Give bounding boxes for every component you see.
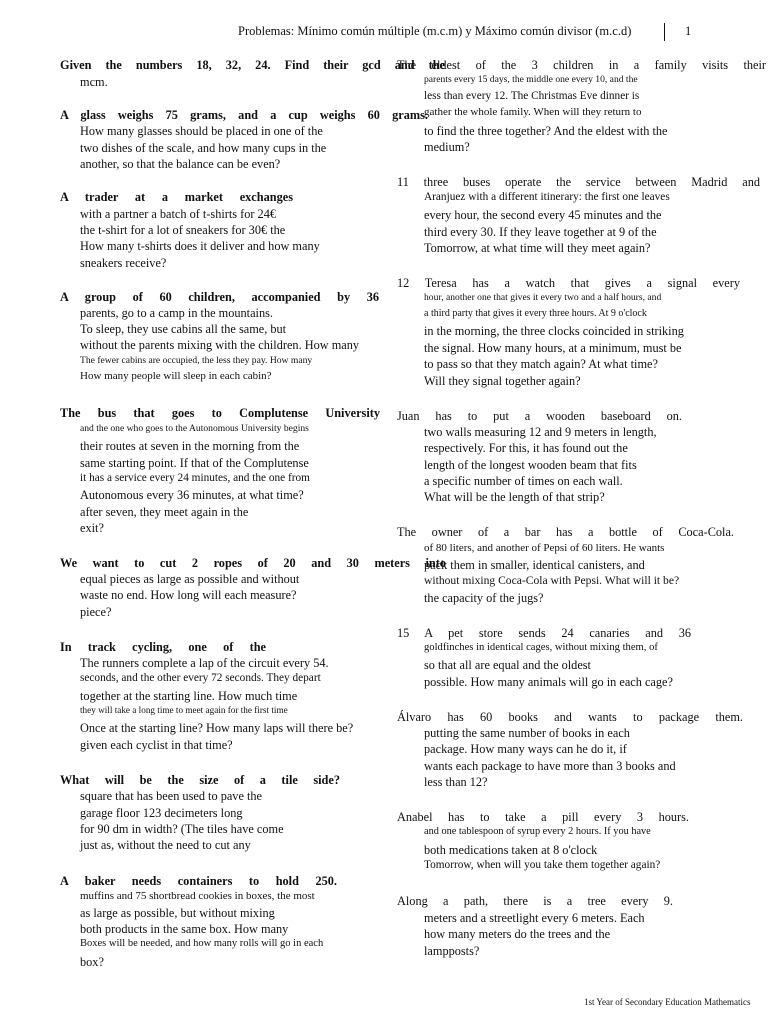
problem-line: hour, another one that gives it every two and a half hours, and (424, 292, 662, 303)
problem-line: Álvaro has 60 books and wants to package them. (397, 710, 743, 724)
problem-line: gather the whole family. When will they return to (424, 106, 642, 118)
problem-line: of 80 liters, and another of Pepsi of 60 liters. He wants (424, 542, 665, 554)
problem-line: What will be the size of a tile side? (60, 773, 340, 787)
problem-line: without the parents mixing with the children. How many (80, 338, 360, 352)
problem-line: A trader at a market exchanges (60, 190, 293, 204)
problem-line: just as, without the need to cut any (80, 838, 251, 852)
problem-line: together at the starting line. How much time (80, 689, 298, 703)
problem-line: for 90 dm in width? (The tiles have come (80, 822, 284, 836)
problem-line: wants each package to have more than 3 books and (424, 759, 676, 773)
problem-line: respectively. For this, it has found out the (424, 441, 628, 455)
problem-line: their routes at seven in the morning from the (80, 439, 300, 453)
problem-line: We want to cut 2 ropes of 20 and 30 meters into (60, 556, 446, 570)
problem-line: same starting point. If that of the Complutense (80, 456, 309, 470)
problem-line: they will take a long time to meet again for the first time (80, 705, 288, 715)
problem-line: two walls measuring 12 and 9 meters in length, (424, 425, 657, 439)
problem-line: Boxes will be needed, and how many rolls will go in each (80, 938, 324, 949)
problem-line: another, so that the balance can be even? (80, 157, 281, 171)
problem-line: medium? (424, 140, 470, 154)
problem-line: putting the same number of books in each (424, 726, 630, 740)
problem-line: both medications taken at 8 o'clock (424, 843, 598, 857)
problem-line: Tomorrow, when will you take them together again? (424, 859, 661, 871)
problem-line: a third party that gives it every three hours. At 9 o'clock (424, 308, 647, 319)
problem-line: without mixing Coca-Cola with Pepsi. What will it be? (424, 574, 680, 587)
problem-line: the capacity of the jugs? (424, 591, 544, 605)
problem-line: parents, go to a camp in the mountains. (80, 306, 273, 320)
problem-line: What will be the length of that strip? (424, 490, 605, 504)
problem-line: in the morning, the three clocks coincided in striking (424, 324, 684, 338)
problem-line: Given the numbers 18, 32, 24. Find their gcd and the (60, 58, 445, 72)
problem-line: possible. How many animals will go in each cage? (424, 675, 673, 689)
problem-line: Along a path, there is a tree every 9. (397, 894, 673, 908)
problem-line: goldfinches in identical cages, without mixing them, of (424, 642, 658, 653)
problem-line: exit? (80, 521, 104, 535)
problem-line: Once at the starting line? How many laps will there be? (80, 721, 354, 735)
problem-line: Autonomous every 36 minutes, at what time? (80, 488, 304, 502)
problem-line: The eldest of the 3 children in a family visits their (397, 58, 766, 72)
problem-line: Tomorrow, at what time will they meet again? (424, 241, 651, 255)
problem-line: The owner of a bar has a bottle of Coca-Cola. (397, 525, 734, 539)
problem-line: with a partner a batch of t-shirts for 24€ (80, 207, 277, 221)
problem-line: How many glasses should be placed in one of the (80, 124, 323, 138)
problem-line: garage floor 123 decimeters long (80, 806, 243, 820)
problem-line: after seven, they meet again in the (80, 505, 249, 519)
page-header-title: Problemas: Mínimo común múltiple (m.c.m) y Máximo común divisor (m.c.d) (238, 24, 632, 38)
problem-line: 11 three buses operate the service between Madrid and (397, 175, 760, 189)
problem-line: How many people will sleep in each cabin? (80, 370, 272, 382)
problem-line: pack them in smaller, identical canisters, and (424, 558, 645, 572)
problem-line: to pass so that they match again? At what time? (424, 357, 658, 371)
problem-line: seconds, and the other every 72 seconds. They depart (80, 672, 321, 684)
problem-line: In track cycling, one of the (60, 640, 266, 654)
problem-line: Aranjuez with a different itinerary: the first one leaves (424, 191, 670, 203)
problem-line: Anabel has to take a pill every 3 hours. (397, 810, 689, 824)
problem-line: box? (80, 955, 104, 969)
problem-line: every hour, the second every 45 minutes and the (424, 208, 662, 222)
problem-line: package. How many ways can he do it, if (424, 742, 627, 756)
problem-line: equal pieces as large as possible and without (80, 572, 300, 586)
problem-line: a specific number of times on each wall. (424, 474, 623, 488)
problem-line: The fewer cabins are occupied, the less they pay. How many (80, 355, 313, 366)
problem-line: the t-shirt for a lot of sneakers for 30€ the (80, 223, 286, 237)
problem-line: square that has been used to pave the (80, 789, 262, 803)
problem-line: 12 Teresa has a watch that gives a signal every (397, 276, 740, 290)
problem-line: A baker needs containers to hold 250. (60, 874, 337, 888)
problem-line: A glass weighs 75 grams, and a cup weighs 60 grams. (60, 108, 428, 122)
problem-line: How many t-shirts does it deliver and how many (80, 239, 320, 253)
problem-line: less than every 12. The Christmas Eve dinner is (424, 90, 640, 102)
problem-line: Juan has to put a wooden baseboard on. (397, 409, 682, 423)
problem-line: A group of 60 children, accompanied by 36 (60, 290, 379, 304)
problem-line: meters and a streetlight every 6 meters. Each (424, 911, 645, 925)
problem-line: The runners complete a lap of the circuit every 54. (80, 656, 329, 670)
problem-line: two dishes of the scale, and how many cups in the (80, 141, 327, 155)
problem-line: third every 30. If they leave together at 9 of the (424, 225, 657, 239)
problem-line: so that all are equal and the oldest (424, 658, 591, 672)
problem-line: length of the longest wooden beam that fits (424, 458, 637, 472)
problem-line: it has a service every 24 minutes, and the one from (80, 472, 310, 484)
problem-line: parents every 15 days, the middle one every 10, and the (424, 74, 638, 85)
problem-line: lampposts? (424, 944, 480, 958)
page-number: 1 (685, 24, 692, 38)
problem-line: less than 12? (424, 775, 488, 789)
problem-line: and the one who goes to the Autonomous University begins (80, 423, 309, 434)
problem-line: 15 A pet store sends 24 canaries and 36 (397, 626, 691, 640)
problem-line: as large as possible, but without mixing (80, 906, 275, 920)
page-footer: 1st Year of Secondary Education Mathematics (584, 997, 751, 1007)
problem-line: piece? (80, 605, 112, 619)
problem-line: sneakers receive? (80, 256, 167, 270)
problem-line: mcm. (80, 75, 108, 89)
problem-line: Will they signal together again? (424, 374, 581, 388)
problem-line: how many meters do the trees and the (424, 927, 611, 941)
problem-line: both products in the same box. How many (80, 922, 289, 936)
problem-line: the signal. How many hours, at a minimum, must be (424, 341, 682, 355)
problem-line: To sleep, they use cabins all the same, but (80, 322, 287, 336)
header-divider (664, 23, 665, 41)
problem-line: muffins and 75 shortbread cookies in boxes, the most (80, 890, 315, 902)
problem-line: and one tablespoon of syrup every 2 hours. If you have (424, 826, 651, 837)
problem-line: to find the three together? And the eldest with the (424, 124, 668, 138)
problem-line: given each cyclist in that time? (80, 738, 233, 752)
problem-line: The bus that goes to Complutense University (60, 406, 380, 420)
problem-line: waste no end. How long will each measure? (80, 588, 297, 602)
